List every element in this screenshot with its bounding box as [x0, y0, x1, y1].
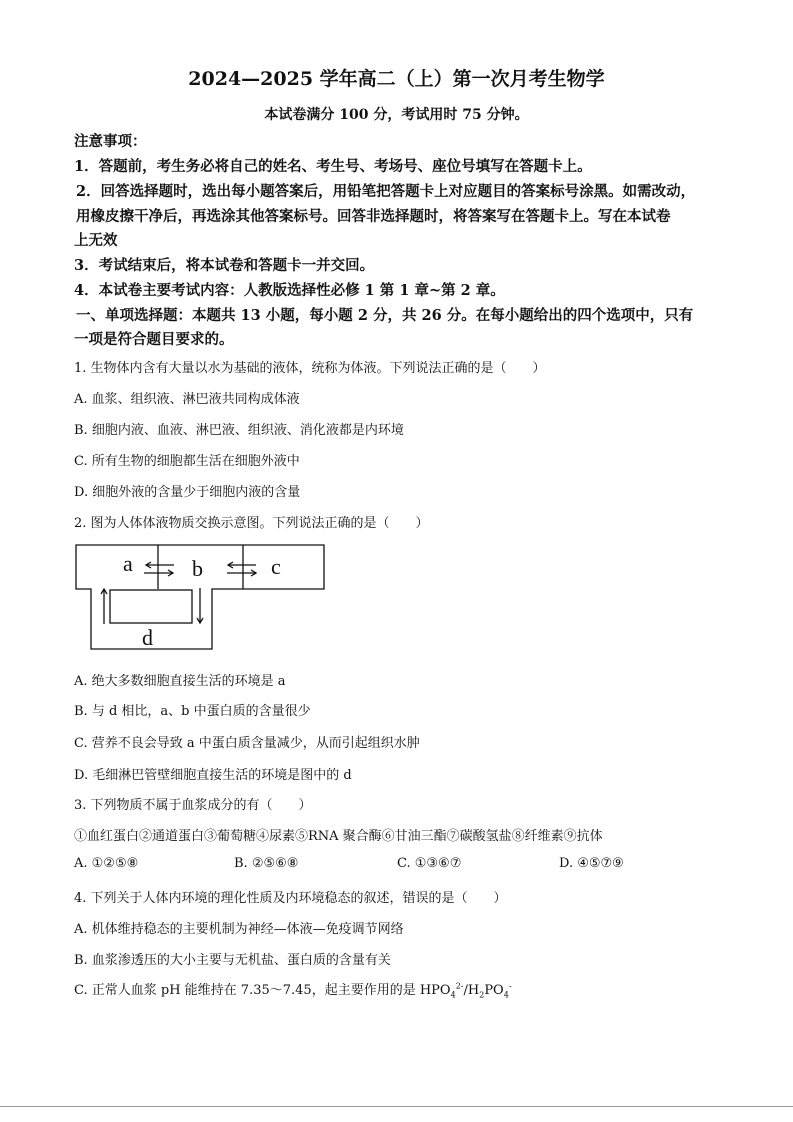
- arrow-c-to-b: [228, 562, 256, 568]
- notice-item: 上无效: [74, 232, 118, 249]
- page-bottom-rule: [0, 1106, 793, 1107]
- arrow-b-to-a: [146, 562, 174, 568]
- question-stem: 1. 生物体内含有大量以水为基础的液体，统称为体液。下列说法正确的是（ ）: [74, 361, 546, 376]
- question-stem: 4. 下列关于人体内环境的理化性质及内环境稳态的叙述，错误的是（ ）: [74, 891, 507, 906]
- box-d: [110, 590, 192, 623]
- option-d: D. 细胞外液的含量少于细胞内液的含量: [74, 485, 301, 500]
- option-c: [74, 979, 512, 1000]
- question-stem: 3. 下列物质不属于血浆成分的有（ ）: [74, 798, 312, 813]
- label-b: b: [192, 556, 203, 581]
- option-c: C. ①③⑥⑦: [397, 856, 462, 871]
- option-c-text: C. 正常人血浆 pH 能维持在 7.35～7.45，起主要作用的是: [74, 983, 416, 998]
- label-d: d: [142, 625, 153, 650]
- notice-item: 2．回答选择题时，选出每小题答案后，用铅笔把答题卡上对应题目的答案标号涂黑。如需改动，: [76, 183, 696, 200]
- buffer-formula: [420, 983, 512, 998]
- option-a: A. 机体维持稳态的主要机制为神经—体液—免疫调节网络: [74, 922, 404, 937]
- notice-heading: 注意事项：: [74, 133, 147, 150]
- notice-item: 4．本试卷主要考试内容：人教版选择性必修 1 第 1 章~第 2 章。: [74, 282, 505, 299]
- option-b: B. 与 d 相比，a、b 中蛋白质的含量很少: [74, 704, 311, 719]
- arrow-b-to-c: [227, 570, 256, 576]
- label-c: c: [271, 554, 281, 579]
- formula-slash: /: [463, 983, 468, 998]
- option-a: A. 绝大多数细胞直接生活的环境是 a: [74, 674, 286, 689]
- option-b: B. ②⑤⑥⑧: [234, 856, 299, 871]
- option-b: B. 血浆渗透压的大小主要与无机盐、蛋白质的含量有关: [74, 953, 391, 968]
- body-fluid-diagram: [70, 538, 332, 663]
- formula-part: H: [467, 983, 480, 998]
- formula-sup: 2-: [455, 981, 464, 991]
- formula-sub: 4: [503, 990, 509, 1000]
- formula-sup: -: [508, 981, 512, 991]
- option-c: C. 营养不良会导致 a 中蛋白质含量减少，从而引起组织水肿: [74, 736, 420, 751]
- formula-part: PO: [484, 983, 504, 998]
- option-d: D. 毛细淋巴管壁细胞直接生活的环境是图中的 d: [74, 768, 352, 783]
- notice-item: 1．答题前，考生务必将自己的姓名、考生号、考场号、座位号填写在答题卡上。: [74, 158, 592, 175]
- page-title: 2024—2025 学年高二（上）第一次月考生物学: [188, 68, 605, 90]
- option-a: A. ①②⑤⑧: [74, 856, 139, 871]
- section-heading: 一项是符合题目要求的。: [74, 331, 234, 348]
- formula-sub: 4: [450, 990, 456, 1000]
- section-heading: 一、单项选择题：本题共 13 小题，每小题 2 分，共 26 分。在每小题给出的四个选项中，只有: [76, 307, 694, 324]
- formula-part: HPO: [419, 983, 451, 998]
- exam-info: 本试卷满分 100 分，考试用时 75 分钟。: [264, 107, 529, 123]
- notice-item: 3．考试结束后，将本试卷和答题卡一并交回。: [74, 257, 375, 274]
- option-b: B. 细胞内液、血液、淋巴液、组织液、消化液都是内环境: [74, 423, 404, 438]
- option-c: C. 所有生物的细胞都生活在细胞外液中: [74, 454, 300, 469]
- label-a: a: [123, 551, 133, 576]
- option-a: A. 血浆、组织液、淋巴液共同构成体液: [74, 392, 300, 407]
- notice-item: 用橡皮擦干净后，再选涂其他答案标号。回答非选择题时，将答案写在答题卡上。写在本试卷: [76, 208, 671, 225]
- formula-sub: 2: [479, 990, 485, 1000]
- question-stem: 2. 图为人体体液物质交换示意图。下列说法正确的是（ ）: [74, 516, 429, 531]
- arrow-d-to-a: [101, 589, 107, 624]
- substance-list: ①血红蛋白②通道蛋白③葡萄糖④尿素⑤RNA 聚合酶⑥甘油三酯⑦碳酸氢盐⑧纤维素⑨抗体: [74, 829, 603, 844]
- arrow-b-to-d: [197, 588, 203, 623]
- option-d: D. ④⑤⑦⑨: [559, 856, 624, 871]
